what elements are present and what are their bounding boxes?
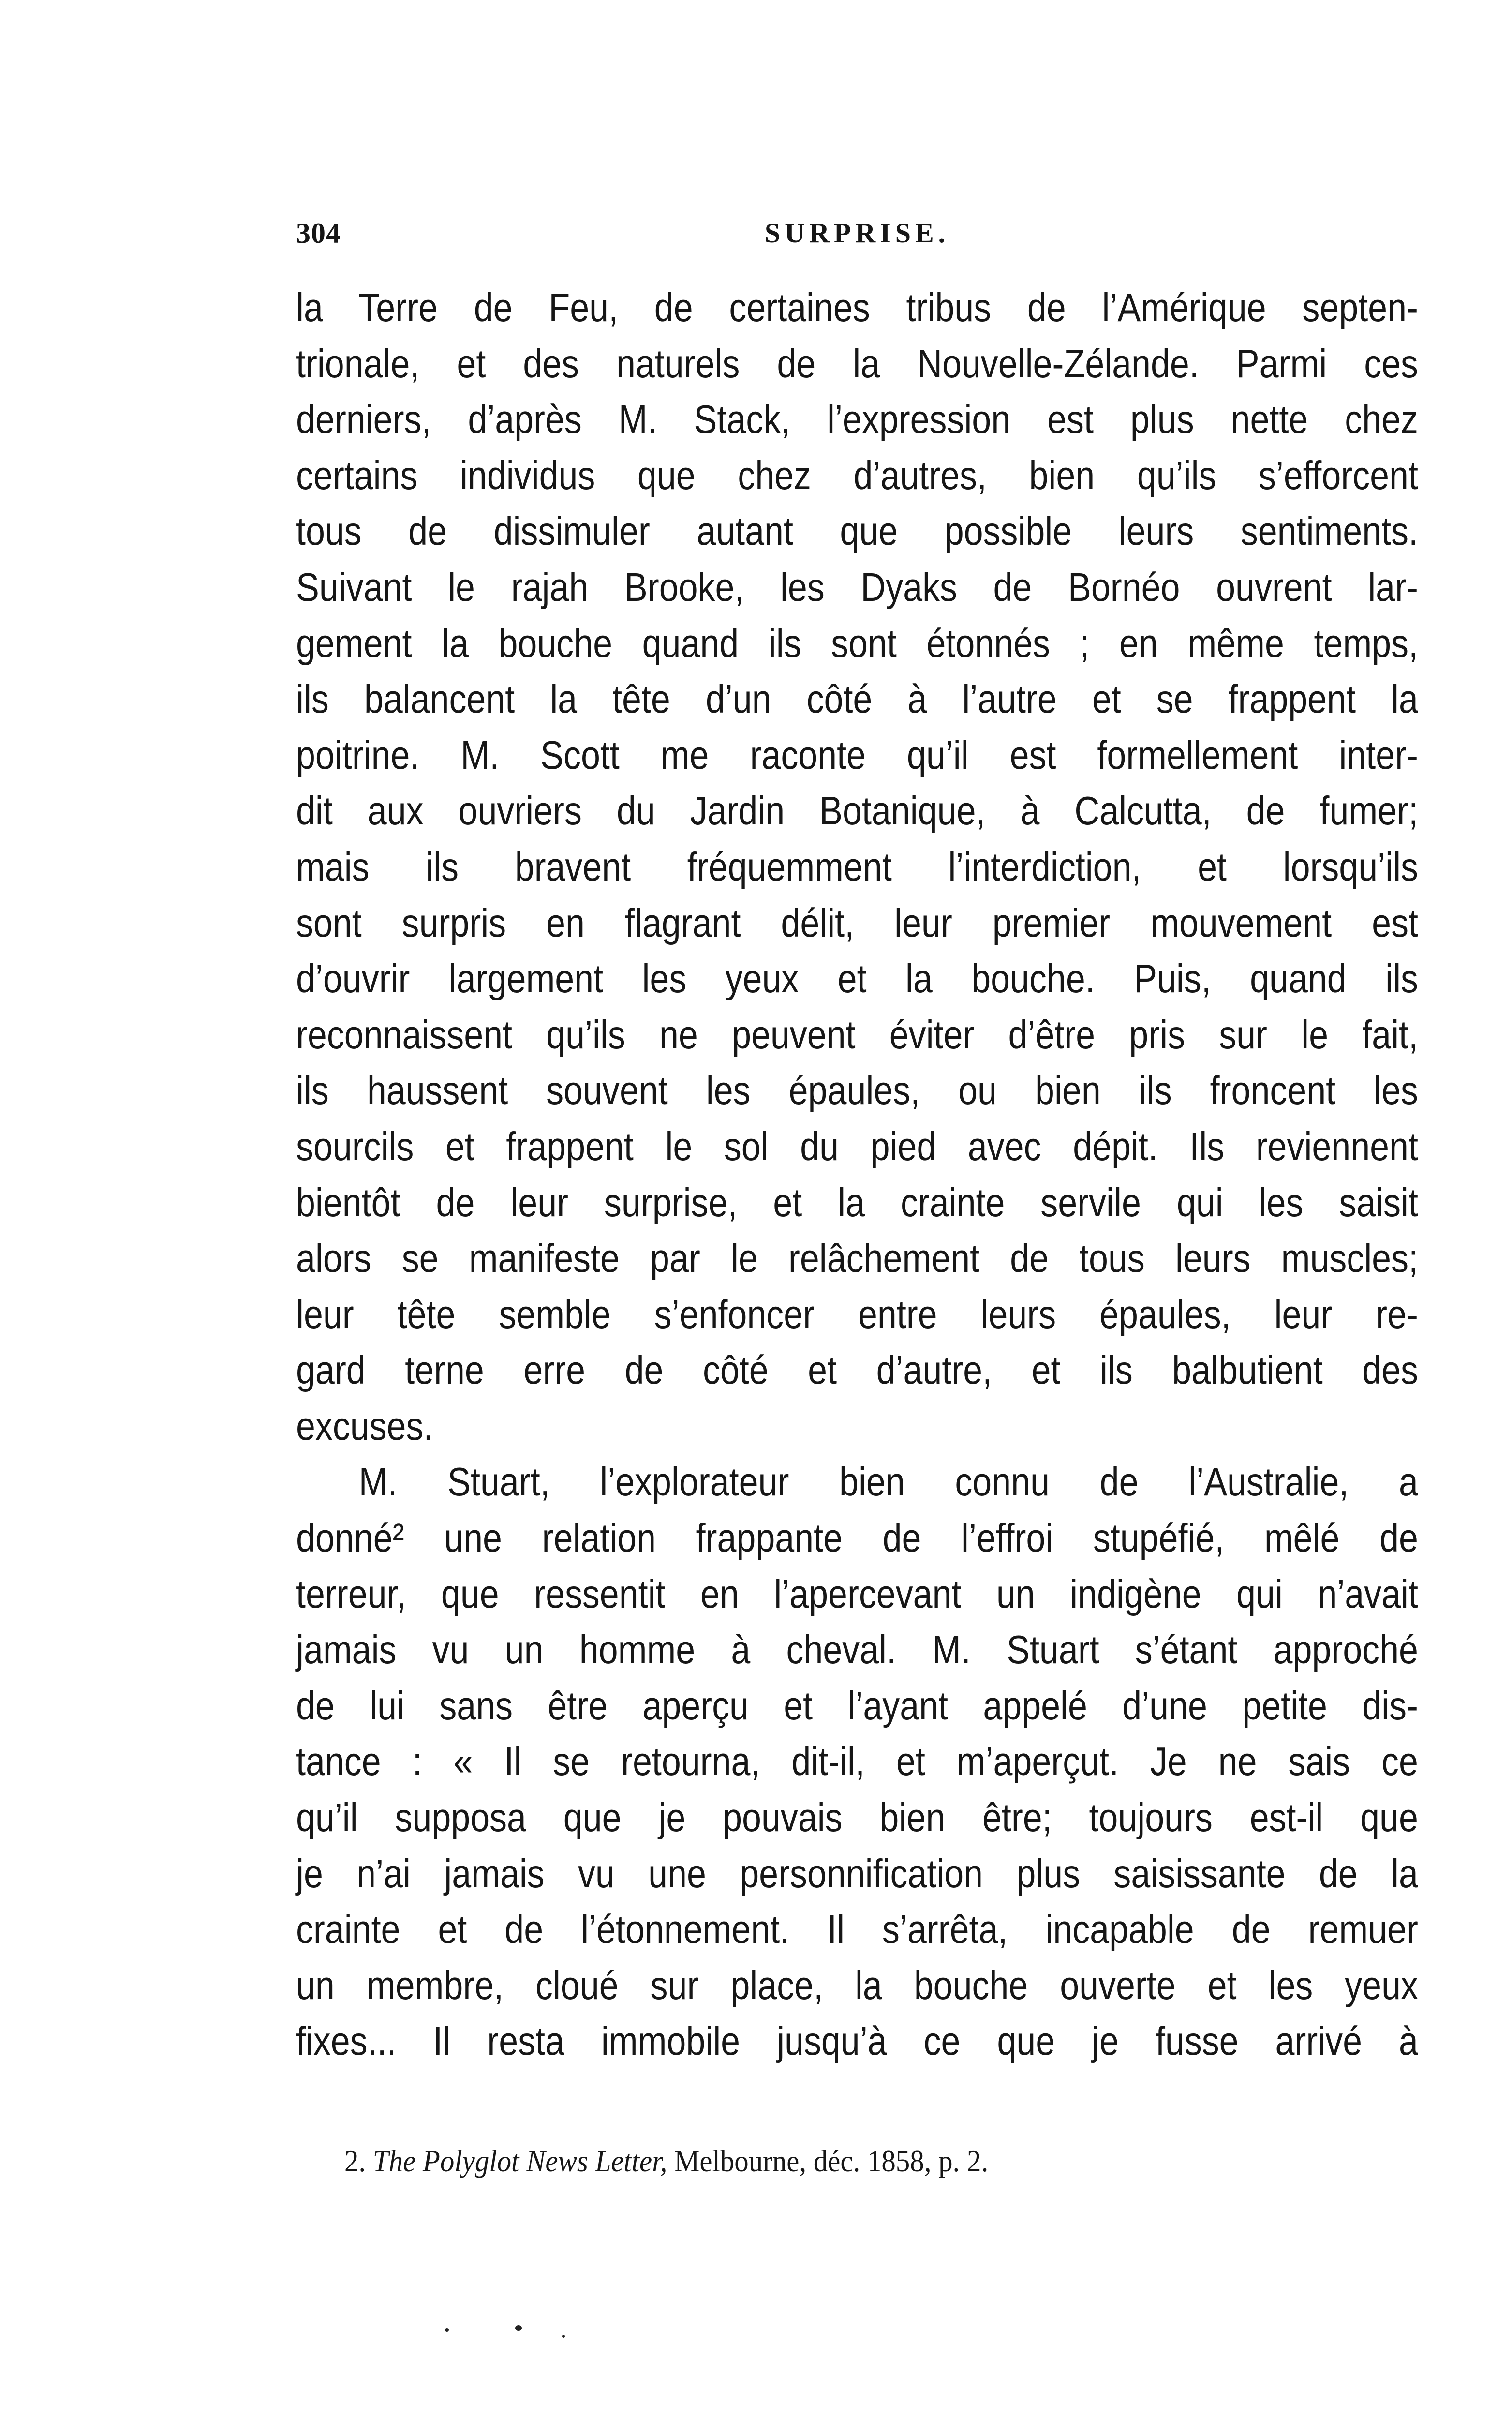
text-line: donné² une relation frappante de l’effroi stupéfié, mêlé de: [296, 1515, 1418, 1561]
text-line: reconnaissent qu’ils ne peuvent éviter d’être pris sur le fait,: [296, 1012, 1418, 1057]
text-line: trionale, et des naturels de la Nouvelle-Zélande. Parmi ces: [296, 341, 1418, 386]
text-line: mais ils bravent fréquemment l’interdiction, et lorsqu’ils: [296, 844, 1418, 889]
text-line-paragraph-start: M. Stuart, l’explorateur bien connu de l’Australie, a: [358, 1459, 1418, 1505]
speck: [445, 2328, 449, 2332]
text-line: gement la bouche quand ils sont étonnés ; en même temps,: [296, 620, 1418, 666]
text-line: alors se manifeste par le relâchement de tous leurs muscles;: [296, 1236, 1418, 1281]
footnote-number: 2.: [344, 2144, 366, 2178]
text-line: dit aux ouvriers du Jardin Botanique, à Calcutta, de fumer;: [296, 788, 1418, 834]
text-line: un membre, cloué sur place, la bouche ouverte et les yeux: [296, 1962, 1418, 2008]
text-line: je n’ai jamais vu une personnification plus saisissante de la: [296, 1851, 1418, 1896]
footnote-citation: Melbourne, déc. 1858, p. 2.: [674, 2144, 989, 2178]
text-line: tous de dissimuler autant que possible leurs sentiments.: [296, 508, 1418, 554]
text-line: tance : « Il se retourna, dit-il, et m’aperçut. Je ne sais ce: [296, 1739, 1418, 1784]
text-line: ils haussent souvent les épaules, ou bien ils froncent les: [296, 1068, 1418, 1113]
text-line: fixes... Il resta immobile jusqu’à ce que je fusse arrivé à: [296, 2018, 1418, 2064]
text-line: jamais vu un homme à cheval. M. Stuart s’étant approché: [296, 1627, 1418, 1672]
print-specks: [435, 2313, 580, 2342]
text-line: leur tête semble s’enfoncer entre leurs épaules, leur re-: [296, 1291, 1418, 1337]
speck: [562, 2335, 565, 2338]
text-line: de lui sans être aperçu et l’ayant appelé d’une petite dis-: [296, 1683, 1418, 1728]
text-line: poitrine. M. Scott me raconte qu’il est formellement inter-: [296, 732, 1418, 777]
speck: [515, 2325, 522, 2331]
text-line: la Terre de Feu, de certaines tribus de l’Amérique septen-: [296, 285, 1418, 330]
text-line: excuses.: [296, 1403, 433, 1448]
running-title: SURPRISE.: [764, 217, 950, 249]
running-head: [296, 217, 1418, 260]
text-line: sourcils et frappent le sol du pied avec dépit. Ils reviennent: [296, 1123, 1418, 1169]
footnote: [344, 2143, 988, 2179]
body-text: [296, 280, 1418, 2069]
text-line: qu’il supposa que je pouvais bien être; toujours est-il que: [296, 1795, 1418, 1840]
text-line: Suivant le rajah Brooke, les Dyaks de Bornéo ouvrent lar-: [296, 564, 1418, 610]
text-line: sont surpris en flagrant délit, leur premier mouvement est: [296, 900, 1418, 945]
text-line: ils balancent la tête d’un côté à l’autre et se frappent la: [296, 676, 1418, 722]
text-line: certains individus que chez d’autres, bien qu’ils s’efforcent: [296, 452, 1418, 498]
text-line: crainte et de l’étonnement. Il s’arrêta, incapable de remuer: [296, 1907, 1418, 1952]
text-line: bientôt de leur surprise, et la crainte servile qui les saisit: [296, 1180, 1418, 1225]
text-line: d’ouvrir largement les yeux et la bouche. Puis, quand ils: [296, 956, 1418, 1001]
text-line: derniers, d’après M. Stack, l’expression est plus nette chez: [296, 397, 1418, 442]
page-number: 304: [296, 217, 341, 249]
footnote-source-title: The Polyglot News Letter,: [372, 2144, 667, 2178]
text-line: gard terne erre de côté et d’autre, et ils balbutient des: [296, 1347, 1418, 1393]
text-line: terreur, que ressentit en l’apercevant un indigène qui n’avait: [296, 1571, 1418, 1616]
